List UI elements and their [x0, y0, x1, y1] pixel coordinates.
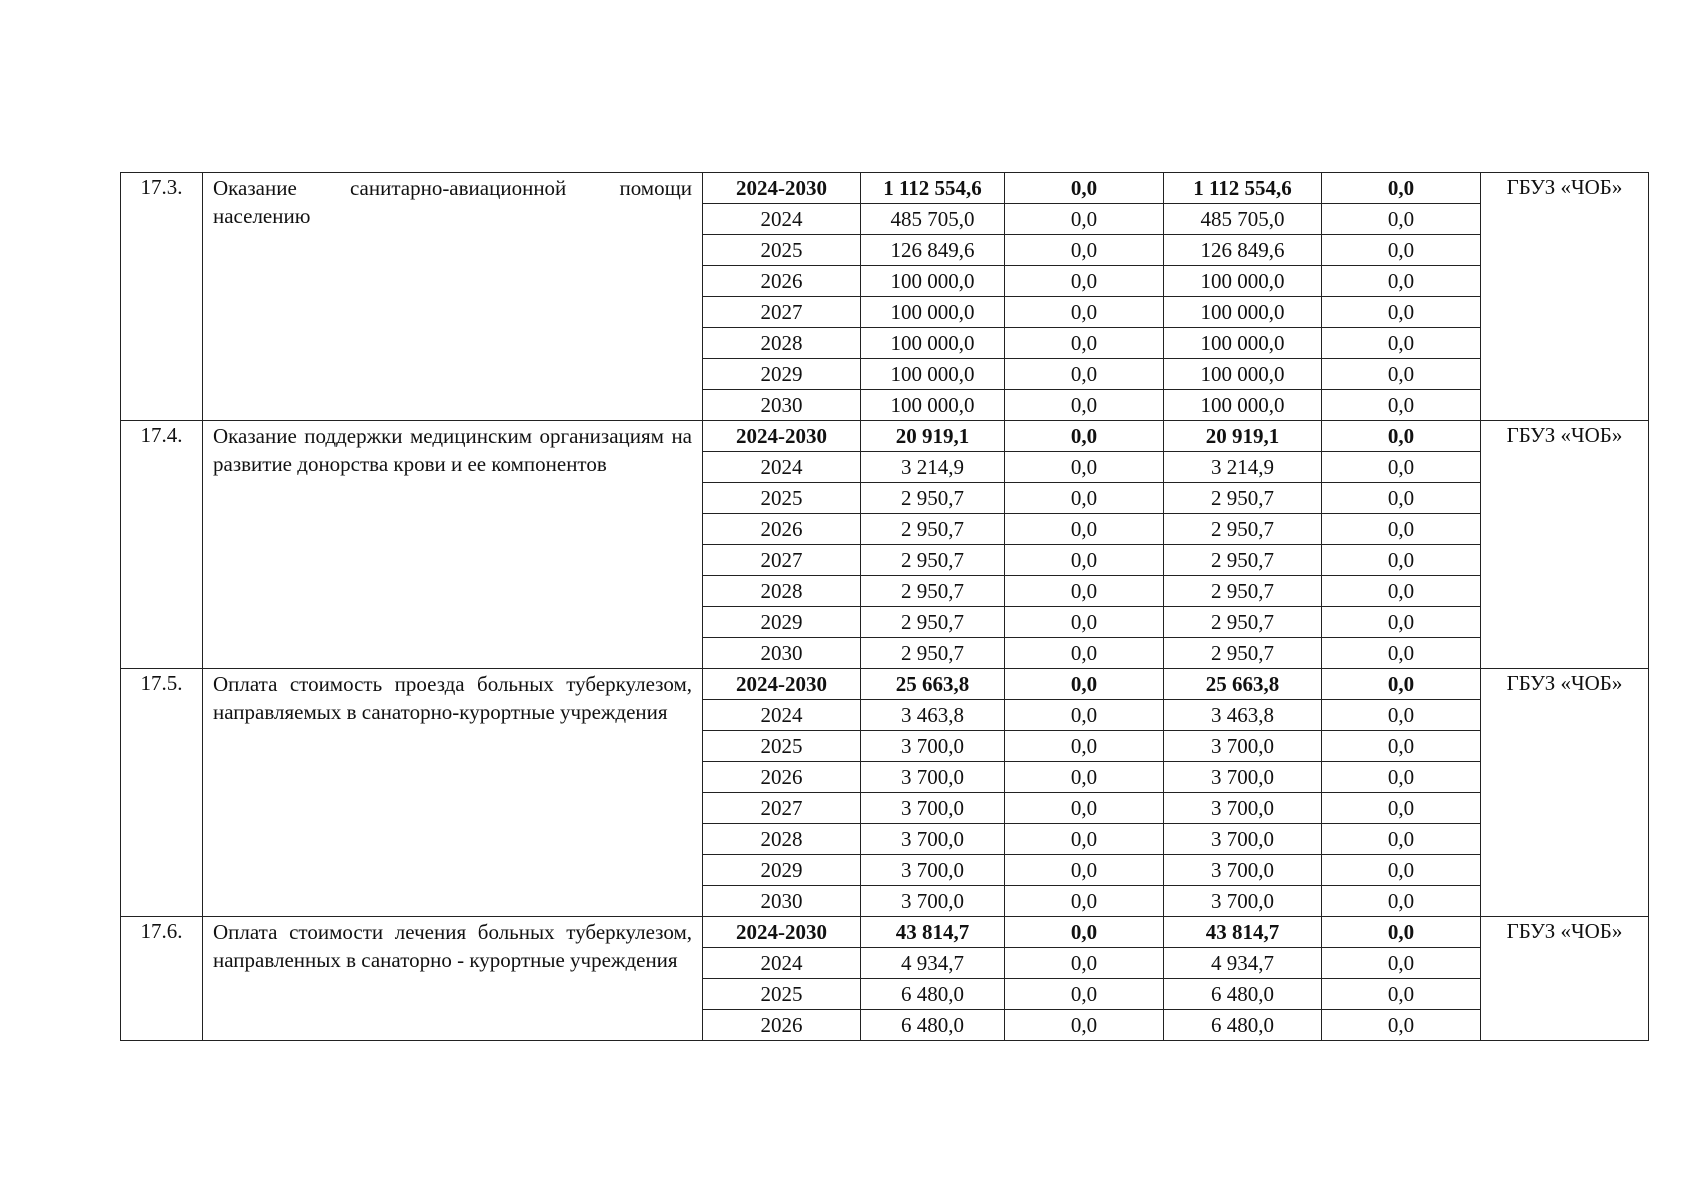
total-amount-cell: 100 000,0: [861, 297, 1005, 328]
item-name-cell: Оказание санитарно-авиационной помощи населению: [203, 173, 703, 421]
executor-cell: ГБУЗ «ЧОБ»: [1481, 917, 1649, 1041]
regional-budget-cell: 3 214,9: [1164, 452, 1322, 483]
item-number-cell: 17.5.: [121, 669, 203, 917]
total-amount-cell: 3 700,0: [861, 886, 1005, 917]
regional-budget-cell: 100 000,0: [1164, 328, 1322, 359]
period-year-cell: 2026: [703, 266, 861, 297]
other-sources-cell: 0,0: [1322, 669, 1481, 700]
regional-budget-cell: 6 480,0: [1164, 979, 1322, 1010]
executor-cell: ГБУЗ «ЧОБ»: [1481, 421, 1649, 669]
federal-budget-cell: 0,0: [1005, 700, 1164, 731]
total-amount-cell: 25 663,8: [861, 669, 1005, 700]
total-amount-cell: 3 700,0: [861, 855, 1005, 886]
period-year-cell: 2030: [703, 390, 861, 421]
period-year-cell: 2030: [703, 886, 861, 917]
other-sources-cell: 0,0: [1322, 452, 1481, 483]
federal-budget-cell: 0,0: [1005, 762, 1164, 793]
total-amount-cell: 2 950,7: [861, 638, 1005, 669]
item-name-cell: Оплата стоимость проезда больных туберкулезом, направляемых в санаторно-курортные учреждения: [203, 669, 703, 917]
table-row-total: [121, 669, 1649, 700]
period-year-cell: 2025: [703, 731, 861, 762]
regional-budget-cell: 2 950,7: [1164, 545, 1322, 576]
other-sources-cell: 0,0: [1322, 390, 1481, 421]
regional-budget-cell: 485 705,0: [1164, 204, 1322, 235]
federal-budget-cell: 0,0: [1005, 638, 1164, 669]
total-amount-cell: 1 112 554,6: [861, 173, 1005, 204]
federal-budget-cell: 0,0: [1005, 886, 1164, 917]
other-sources-cell: 0,0: [1322, 545, 1481, 576]
other-sources-cell: 0,0: [1322, 1010, 1481, 1041]
other-sources-cell: 0,0: [1322, 979, 1481, 1010]
total-amount-cell: 43 814,7: [861, 917, 1005, 948]
total-amount-cell: 2 950,7: [861, 514, 1005, 545]
period-year-cell: 2024-2030: [703, 669, 861, 700]
total-amount-cell: 3 700,0: [861, 793, 1005, 824]
federal-budget-cell: 0,0: [1005, 793, 1164, 824]
regional-budget-cell: 20 919,1: [1164, 421, 1322, 452]
regional-budget-cell: 3 700,0: [1164, 855, 1322, 886]
total-amount-cell: 100 000,0: [861, 266, 1005, 297]
other-sources-cell: 0,0: [1322, 607, 1481, 638]
period-year-cell: 2028: [703, 328, 861, 359]
federal-budget-cell: 0,0: [1005, 576, 1164, 607]
period-year-cell: 2024: [703, 204, 861, 235]
federal-budget-cell: 0,0: [1005, 917, 1164, 948]
table-row-total: [121, 173, 1649, 204]
total-amount-cell: 3 700,0: [861, 824, 1005, 855]
other-sources-cell: 0,0: [1322, 359, 1481, 390]
period-year-cell: 2028: [703, 576, 861, 607]
period-year-cell: 2025: [703, 235, 861, 266]
budget-table: [120, 172, 1649, 1041]
total-amount-cell: 100 000,0: [861, 390, 1005, 421]
other-sources-cell: 0,0: [1322, 173, 1481, 204]
total-amount-cell: 100 000,0: [861, 359, 1005, 390]
period-year-cell: 2024-2030: [703, 173, 861, 204]
period-year-cell: 2029: [703, 359, 861, 390]
federal-budget-cell: 0,0: [1005, 607, 1164, 638]
total-amount-cell: 6 480,0: [861, 979, 1005, 1010]
regional-budget-cell: 100 000,0: [1164, 297, 1322, 328]
period-year-cell: 2026: [703, 762, 861, 793]
period-year-cell: 2025: [703, 483, 861, 514]
other-sources-cell: 0,0: [1322, 948, 1481, 979]
other-sources-cell: 0,0: [1322, 638, 1481, 669]
item-name-cell: Оказание поддержки медицинским организациям на развитие донорства крови и ее компонентов: [203, 421, 703, 669]
period-year-cell: 2027: [703, 793, 861, 824]
table-body: [121, 173, 1649, 1041]
period-year-cell: 2024-2030: [703, 917, 861, 948]
regional-budget-cell: 2 950,7: [1164, 607, 1322, 638]
federal-budget-cell: 0,0: [1005, 669, 1164, 700]
federal-budget-cell: 0,0: [1005, 1010, 1164, 1041]
regional-budget-cell: 2 950,7: [1164, 514, 1322, 545]
executor-cell: ГБУЗ «ЧОБ»: [1481, 173, 1649, 421]
regional-budget-cell: 2 950,7: [1164, 638, 1322, 669]
total-amount-cell: 3 700,0: [861, 731, 1005, 762]
period-year-cell: 2030: [703, 638, 861, 669]
federal-budget-cell: 0,0: [1005, 948, 1164, 979]
regional-budget-cell: 43 814,7: [1164, 917, 1322, 948]
federal-budget-cell: 0,0: [1005, 824, 1164, 855]
period-year-cell: 2026: [703, 1010, 861, 1041]
other-sources-cell: 0,0: [1322, 762, 1481, 793]
total-amount-cell: 126 849,6: [861, 235, 1005, 266]
period-year-cell: 2027: [703, 297, 861, 328]
federal-budget-cell: 0,0: [1005, 359, 1164, 390]
regional-budget-cell: 100 000,0: [1164, 266, 1322, 297]
other-sources-cell: 0,0: [1322, 731, 1481, 762]
total-amount-cell: 20 919,1: [861, 421, 1005, 452]
period-year-cell: 2024: [703, 452, 861, 483]
federal-budget-cell: 0,0: [1005, 328, 1164, 359]
regional-budget-cell: 3 700,0: [1164, 886, 1322, 917]
total-amount-cell: 3 463,8: [861, 700, 1005, 731]
executor-cell: ГБУЗ «ЧОБ»: [1481, 669, 1649, 917]
federal-budget-cell: 0,0: [1005, 979, 1164, 1010]
federal-budget-cell: 0,0: [1005, 204, 1164, 235]
regional-budget-cell: 100 000,0: [1164, 390, 1322, 421]
other-sources-cell: 0,0: [1322, 297, 1481, 328]
federal-budget-cell: 0,0: [1005, 173, 1164, 204]
regional-budget-cell: 100 000,0: [1164, 359, 1322, 390]
period-year-cell: 2024: [703, 948, 861, 979]
item-number-cell: 17.3.: [121, 173, 203, 421]
other-sources-cell: 0,0: [1322, 204, 1481, 235]
total-amount-cell: 2 950,7: [861, 576, 1005, 607]
regional-budget-cell: 3 700,0: [1164, 762, 1322, 793]
other-sources-cell: 0,0: [1322, 266, 1481, 297]
period-year-cell: 2024-2030: [703, 421, 861, 452]
federal-budget-cell: 0,0: [1005, 731, 1164, 762]
item-name-cell: Оплата стоимости лечения больных туберкулезом, направленных в санаторно - курортные учреждения: [203, 917, 703, 1041]
total-amount-cell: 6 480,0: [861, 1010, 1005, 1041]
period-year-cell: 2027: [703, 545, 861, 576]
regional-budget-cell: 3 700,0: [1164, 824, 1322, 855]
other-sources-cell: 0,0: [1322, 917, 1481, 948]
total-amount-cell: 2 950,7: [861, 545, 1005, 576]
period-year-cell: 2028: [703, 824, 861, 855]
regional-budget-cell: 1 112 554,6: [1164, 173, 1322, 204]
total-amount-cell: 3 214,9: [861, 452, 1005, 483]
other-sources-cell: 0,0: [1322, 514, 1481, 545]
other-sources-cell: 0,0: [1322, 700, 1481, 731]
regional-budget-cell: 2 950,7: [1164, 576, 1322, 607]
federal-budget-cell: 0,0: [1005, 514, 1164, 545]
item-number-cell: 17.6.: [121, 917, 203, 1041]
federal-budget-cell: 0,0: [1005, 421, 1164, 452]
federal-budget-cell: 0,0: [1005, 855, 1164, 886]
federal-budget-cell: 0,0: [1005, 390, 1164, 421]
federal-budget-cell: 0,0: [1005, 545, 1164, 576]
other-sources-cell: 0,0: [1322, 855, 1481, 886]
other-sources-cell: 0,0: [1322, 576, 1481, 607]
period-year-cell: 2024: [703, 700, 861, 731]
regional-budget-cell: 6 480,0: [1164, 1010, 1322, 1041]
other-sources-cell: 0,0: [1322, 483, 1481, 514]
other-sources-cell: 0,0: [1322, 793, 1481, 824]
regional-budget-cell: 3 700,0: [1164, 793, 1322, 824]
federal-budget-cell: 0,0: [1005, 266, 1164, 297]
other-sources-cell: 0,0: [1322, 886, 1481, 917]
federal-budget-cell: 0,0: [1005, 483, 1164, 514]
other-sources-cell: 0,0: [1322, 328, 1481, 359]
table-row-total: [121, 917, 1649, 948]
other-sources-cell: 0,0: [1322, 421, 1481, 452]
total-amount-cell: 3 700,0: [861, 762, 1005, 793]
total-amount-cell: 2 950,7: [861, 483, 1005, 514]
regional-budget-cell: 25 663,8: [1164, 669, 1322, 700]
period-year-cell: 2025: [703, 979, 861, 1010]
other-sources-cell: 0,0: [1322, 235, 1481, 266]
table-row-total: [121, 421, 1649, 452]
other-sources-cell: 0,0: [1322, 824, 1481, 855]
total-amount-cell: 100 000,0: [861, 328, 1005, 359]
item-number-cell: 17.4.: [121, 421, 203, 669]
total-amount-cell: 4 934,7: [861, 948, 1005, 979]
federal-budget-cell: 0,0: [1005, 235, 1164, 266]
federal-budget-cell: 0,0: [1005, 452, 1164, 483]
total-amount-cell: 2 950,7: [861, 607, 1005, 638]
regional-budget-cell: 4 934,7: [1164, 948, 1322, 979]
period-year-cell: 2029: [703, 607, 861, 638]
period-year-cell: 2029: [703, 855, 861, 886]
federal-budget-cell: 0,0: [1005, 297, 1164, 328]
period-year-cell: 2026: [703, 514, 861, 545]
total-amount-cell: 485 705,0: [861, 204, 1005, 235]
regional-budget-cell: 2 950,7: [1164, 483, 1322, 514]
regional-budget-cell: 126 849,6: [1164, 235, 1322, 266]
regional-budget-cell: 3 463,8: [1164, 700, 1322, 731]
regional-budget-cell: 3 700,0: [1164, 731, 1322, 762]
